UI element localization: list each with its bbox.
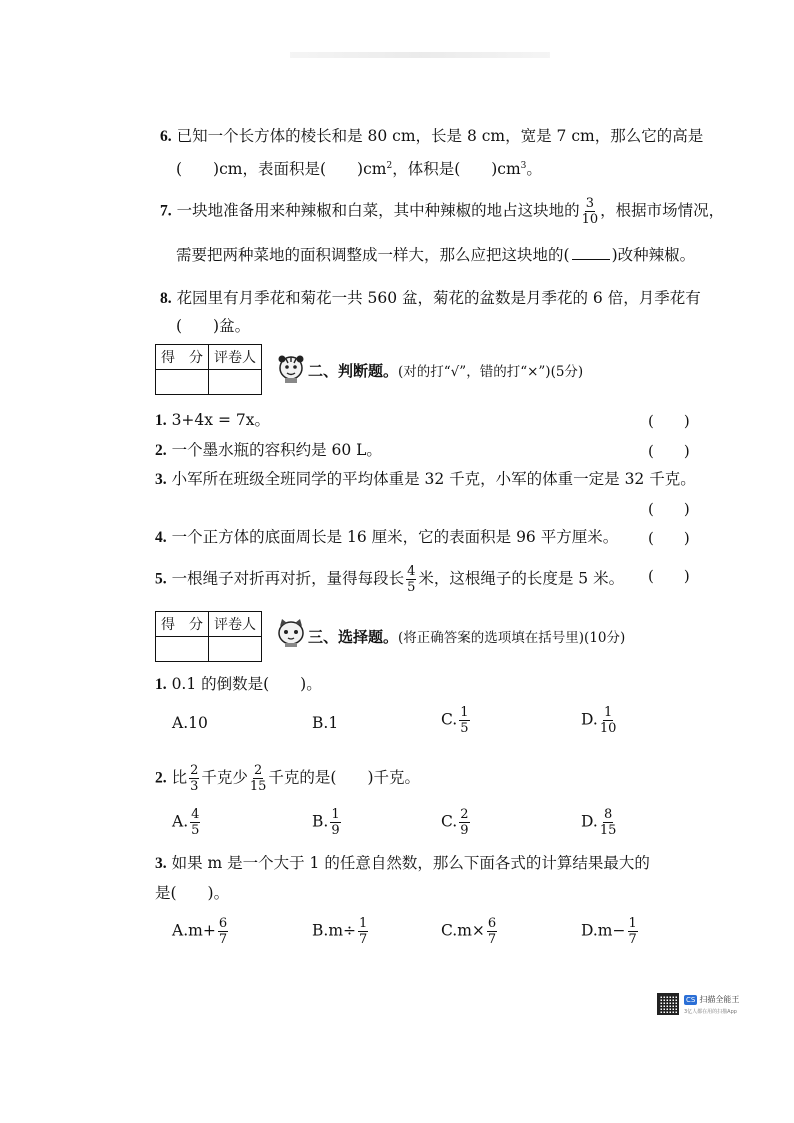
choice-q1-c-label: C. (441, 710, 458, 729)
judge-3-answer[interactable]: ( ) (648, 500, 690, 518)
judge-5-frac-num: 4 (407, 564, 416, 579)
c-num: 2 (460, 807, 469, 822)
f1-den: 3 (190, 779, 199, 794)
header-smudge (290, 52, 550, 58)
choice-q3-option-d[interactable] (581, 917, 640, 946)
choice-q1-d-label: D. (581, 710, 598, 729)
tiger-mascot-icon (276, 354, 306, 384)
q8-line1 (160, 288, 701, 309)
q2-d-fraction (600, 808, 617, 837)
f1-num: 2 (190, 763, 199, 778)
choice-q1-option-b[interactable]: B.1 (312, 714, 339, 732)
q2-b-label: B. (312, 812, 329, 831)
q2-d-label: D. (581, 812, 598, 831)
choice-q2-stem (155, 764, 420, 793)
d-num: 8 (603, 807, 613, 822)
d-num: 1 (603, 705, 613, 720)
q3-b-label: B.m÷ (312, 921, 357, 940)
judge-1-number: 1. (155, 412, 167, 429)
choice-q3-option-b[interactable] (312, 917, 370, 946)
q6-text-2a: ( )cm，表面积是( )cm (176, 160, 387, 179)
d-den: 10 (599, 721, 617, 736)
c-num: 6 (487, 916, 497, 931)
choice-q1-text: 0.1 的倒数是( )。 (171, 675, 322, 693)
q2-c-label: C. (441, 812, 458, 831)
qr-code-icon (657, 993, 679, 1015)
grader-cell[interactable] (209, 637, 262, 662)
judge-item-3 (155, 469, 696, 490)
q7-text-2b: )改种辣椒。 (611, 246, 696, 264)
d-num: 1 (628, 916, 637, 931)
q2-a-label: A. (172, 812, 189, 831)
judge-5-number: 5. (155, 570, 167, 588)
q7-fraction (582, 197, 599, 226)
choice-q2-option-d[interactable] (581, 808, 618, 837)
q7-text-1b: ，根据市场情况， (600, 201, 725, 220)
q6-sup2: 2 (386, 161, 393, 171)
b-den: 9 (331, 823, 340, 838)
section3-subtitle: (将正确答案的选项填在括号里)(10分) (398, 630, 626, 646)
choice-q3-text-1: 如果 m 是一个大于 1 的任意自然数，那么下面各式的计算结果最大的 (171, 854, 650, 872)
choice-q1-number: 1. (155, 676, 167, 693)
q2-fraction-1 (189, 764, 199, 793)
choice-q1-c-fraction (459, 706, 469, 735)
q6-line1 (160, 126, 703, 147)
q8-text-2: ( )盆。 (176, 317, 251, 335)
choice-q3-line1 (155, 853, 650, 874)
a-num: 6 (218, 916, 228, 931)
choice-q2-option-a[interactable] (172, 808, 202, 837)
scan-badge (684, 994, 739, 1005)
q2-b-fraction (330, 808, 340, 837)
d-den: 15 (599, 823, 617, 838)
scanner-subtitle: 3亿人都在用的扫描App (684, 1009, 737, 1015)
q6-number: 6. (160, 128, 172, 145)
q8-number: 8. (160, 290, 172, 307)
q7-line1 (160, 197, 724, 226)
q3-c-label: C.m× (441, 921, 485, 940)
judge-item-1 (155, 410, 270, 431)
choice-q3-number: 3. (155, 855, 167, 872)
q6-text-2b: ，体积是( )cm (392, 160, 521, 179)
judge-item-4 (155, 527, 618, 548)
judge-4-answer[interactable]: ( ) (648, 529, 690, 547)
choice-q3-option-c[interactable] (441, 917, 499, 946)
b-num: 1 (331, 807, 340, 822)
q3-a-label: A.m+ (172, 921, 216, 940)
score-cell[interactable] (156, 370, 209, 395)
choice-q2-option-b[interactable] (312, 808, 343, 837)
judge-5-text-a: 一根绳子对折再对折，量得每段长 (171, 569, 405, 588)
q2-stem-c: 千克的是( )千克。 (268, 768, 421, 787)
b-num: 1 (359, 916, 368, 931)
judge-5-text-b: 米，这根绳子的长度是 5 米。 (418, 569, 625, 588)
judge-3-number: 3. (155, 471, 167, 488)
judge-item-2 (155, 440, 382, 461)
q3-d-fraction (628, 917, 638, 946)
q6-text-2c: 。 (526, 160, 542, 179)
q3-c-fraction (487, 917, 497, 946)
cat-mascot-icon (276, 618, 306, 648)
a-den: 7 (218, 932, 228, 947)
score-cell[interactable] (156, 637, 209, 662)
section3-heading (308, 626, 625, 647)
score-col-header: 得 分 (156, 612, 209, 637)
q7-text-2a: 需要把两种菜地的面积调整成一样大，那么应把这块地的( (176, 246, 570, 264)
q7-text-1a: 一块地准备用来种辣椒和白菜，其中种辣椒的地占这块地的 (176, 201, 580, 220)
b-den: 7 (359, 932, 368, 947)
judge-5-fraction (406, 565, 416, 594)
q7-answer-blank[interactable] (572, 249, 610, 260)
q3-b-fraction (358, 917, 368, 946)
q2-stem-b: 千克少 (201, 768, 248, 787)
judge-1-text: 3+4x = 7x。 (171, 411, 270, 429)
choice-q2-number: 2. (155, 769, 167, 787)
c-den: 9 (460, 823, 469, 838)
q2-stem-a: 比 (171, 768, 188, 787)
choice-q1-option-a[interactable]: A.10 (172, 714, 208, 732)
choice-q1-option-d[interactable] (581, 706, 618, 735)
choice-q1-d-fraction (600, 706, 617, 735)
judge-4-text: 一个正方体的底面周长是 16 厘米，它的表面积是 96 平方厘米。 (171, 528, 619, 546)
a-num: 4 (191, 807, 200, 822)
scanner-logo-icon: CS (686, 996, 696, 1004)
q6-line2 (176, 156, 542, 179)
q8-text-1: 花园里有月季花和菊花一共 560 盆，菊花的盆数是月季花的 6 倍，月季花有 (176, 289, 701, 307)
q7-frac-num: 3 (585, 196, 594, 211)
d-den: 7 (628, 932, 637, 947)
score-col-header: 得 分 (156, 345, 209, 370)
q6-text-1: 已知一个长方体的棱长和是 80 cm，长是 8 cm，宽是 7 cm，那么它的高是 (176, 127, 704, 145)
section2-heading (308, 360, 583, 381)
judge-item-5 (155, 565, 624, 594)
c-den: 7 (487, 932, 497, 947)
section3-title: 三、选择题。 (308, 628, 399, 646)
judge-4-number: 4. (155, 529, 167, 546)
q2-fraction-2 (250, 764, 267, 793)
choice-q3-text-2: 是( )。 (155, 884, 230, 902)
judge-5-frac-den: 5 (407, 580, 416, 595)
section2-title: 二、判断题。 (308, 362, 399, 380)
score-table-section3 (155, 611, 262, 662)
choice-q3-option-a[interactable] (172, 917, 230, 946)
q7-line2 (176, 245, 695, 265)
q3-a-fraction (218, 917, 228, 946)
scanner-title: 扫描全能王 (699, 995, 740, 1004)
q2-a-fraction (190, 808, 200, 837)
score-table-section2 (155, 344, 262, 395)
a-den: 5 (191, 823, 200, 838)
choice-q1-option-c[interactable] (441, 706, 472, 735)
judge-2-number: 2. (155, 442, 167, 459)
section2-subtitle: (对的打“√”，错的打“×”)(5分) (398, 364, 584, 380)
judge-2-answer[interactable]: ( ) (648, 442, 690, 460)
q2-c-fraction (459, 808, 469, 837)
choice-q1-stem (155, 674, 322, 695)
grader-cell[interactable] (209, 370, 262, 395)
q3-d-label: D.m− (581, 921, 626, 940)
q6-sup3: 3 (520, 161, 527, 171)
choice-q2-option-c[interactable] (441, 808, 472, 837)
q8-line2 (176, 316, 250, 336)
grader-col-header: 评卷人 (209, 345, 262, 370)
judge-2-text: 一个墨水瓶的容积约是 60 L。 (171, 441, 382, 459)
q7-number: 7. (160, 202, 172, 220)
judge-5-answer[interactable]: ( ) (648, 567, 690, 585)
judge-1-answer[interactable]: ( ) (648, 412, 690, 430)
c-num: 1 (460, 705, 469, 720)
c-den: 5 (460, 721, 469, 736)
q7-frac-den: 10 (581, 212, 599, 227)
f2-den: 15 (249, 779, 267, 794)
judge-3-text: 小军所在班级全班同学的平均体重是 32 千克，小军的体重一定是 32 千克。 (171, 470, 696, 488)
grader-col-header: 评卷人 (209, 612, 262, 637)
f2-num: 2 (254, 763, 263, 778)
